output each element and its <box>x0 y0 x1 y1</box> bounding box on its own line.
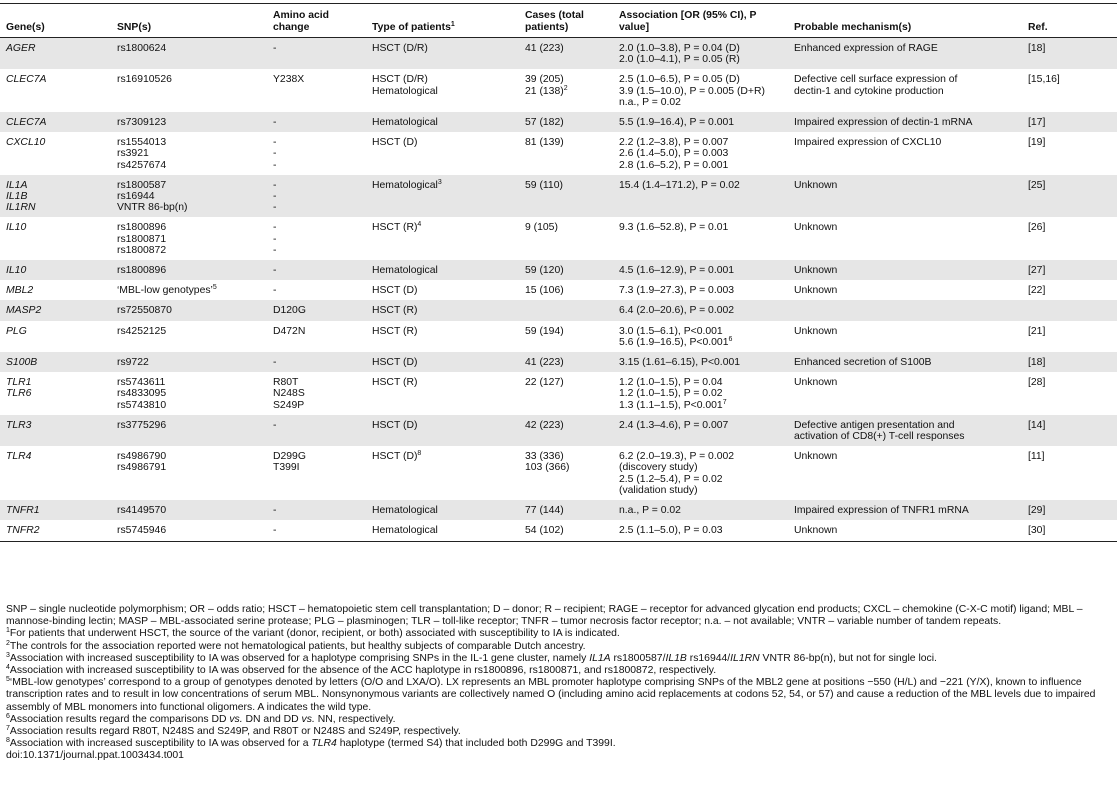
cases-cell: 9 (105) <box>525 222 558 234</box>
table-row <box>0 69 1117 112</box>
reference-cell: [11] <box>1028 451 1045 463</box>
amino-acid-cell: D299G T399I <box>273 451 306 474</box>
mechanism-cell: Defective antigen presentation and activation of CD8(+) T-cell responses <box>788 415 1022 446</box>
amino-acid-cell: - <box>267 415 366 446</box>
abbreviations-note: SNP – single nucleotide polymorphism; OR – odds ratio; HSCT – hematopoietic stem cell transplantation; D – donor; R – recipient; RAGE – receptor for advanced glycation end products; CXCL – chemokine (C-X-C motif) ligand; MBL – mannose-binding lectin; MASP – MBL-associated serine protease; PLG – plasminogen; TLR – toll-like receptor; TNFR – tumor necrosis factor receptor; n.a. – not available; VNTR – variable number of tandem repeats. <box>6 604 1083 628</box>
mechanism-cell: Unknown <box>788 520 1022 541</box>
association-cell: 15.4 (1.4–171.2), P = 0.02 <box>613 175 788 218</box>
reference-cell: [18] <box>1022 38 1117 70</box>
table-row <box>0 415 1117 446</box>
gene-cell: CLEC7A <box>6 74 47 86</box>
association-cell: 2.5 (1.0–6.5), P = 0.05 (D) 3.9 (1.5–10.0), P = 0.005 (D+R) n.a., P = 0.02 <box>619 74 765 108</box>
patient-type-cell: Hematological <box>366 520 519 541</box>
table-row <box>0 260 1117 280</box>
patient-type-cell: HSCT (D) <box>372 285 418 297</box>
cases-cell: 39 (205) 21 $(138)^2$ <box>525 74 568 97</box>
amino-acid-cell: D120G <box>267 300 366 320</box>
table-row <box>0 352 1117 372</box>
snp-cell: rs5743611 rs4833095 rs5743810 <box>117 377 167 411</box>
table-row <box>0 38 1117 70</box>
reference-cell: [30] <box>1022 520 1117 541</box>
gene-cell: IL1A IL1B IL1RN <box>0 175 111 218</box>
mechanism-cell: Unknown <box>794 285 838 297</box>
column-header: SNP(s) <box>111 8 267 38</box>
reference-cell: [21] <box>1028 325 1046 337</box>
reference-cell: [19] <box>1028 137 1046 149</box>
reference-cell: [18] <box>1022 352 1117 372</box>
reference-cell: [29] <box>1022 500 1117 520</box>
mechanism-cell: Unknown <box>788 260 1022 280</box>
snp-cell: rs16910526 <box>117 74 172 86</box>
snp-cell: rs1800587 rs16944 VNTR 86-bp(n) <box>111 175 267 218</box>
association-cell: 6.4 (2.0–20.6), P = 0.002 <box>613 300 788 320</box>
column-header: Ref. <box>1022 8 1117 38</box>
snp-cell: rs1800896 rs1800871 rs1800872 <box>117 222 167 256</box>
cases-cell: 57 (182) <box>519 112 613 132</box>
snp-cell: rs4252125 <box>117 325 167 337</box>
amino-acid-cell: R80T N248S S249P <box>273 377 305 411</box>
reference-cell: [17] <box>1022 112 1117 132</box>
table-row <box>0 321 1117 352</box>
cases-cell: 59 (110) <box>519 175 613 218</box>
patient-type-cell: HSCT $(D)^8$ <box>372 450 422 463</box>
column-header: Cases (total patients) <box>519 8 613 38</box>
reference-cell: [15,16] <box>1028 74 1060 86</box>
gene-cell: CLEC7A <box>0 112 111 132</box>
cases-cell: 54 (102) <box>519 520 613 541</box>
snp-cell: rs1800624 <box>111 38 267 70</box>
table-row <box>0 175 1117 218</box>
amino-acid-cell: Y238X <box>273 74 305 86</box>
mechanism-cell: Unknown <box>794 377 838 389</box>
table-footnotes <box>6 604 1112 763</box>
snp-cell: rs72550870 <box>111 300 267 320</box>
cases-cell: 59 (120) <box>519 260 613 280</box>
patient-type-cell: Hematological <box>366 112 519 132</box>
reference-cell <box>1022 300 1117 320</box>
mechanism-cell: Enhanced secretion of S100B <box>788 352 1022 372</box>
reference-cell: [14] <box>1022 415 1117 446</box>
association-cell: n.a., P = 0.02 <box>613 500 788 520</box>
reference-cell: [22] <box>1028 285 1046 297</box>
gene-cell: TNFR1 <box>0 500 111 520</box>
amino-acid-cell: - <box>267 112 366 132</box>
amino-acid-cell: - <box>267 520 366 541</box>
association-cell: 5.5 (1.9–16.4), P = 0.001 <box>613 112 788 132</box>
patient-type-cell: Hematological <box>366 500 519 520</box>
patient-type-cell: Hematological <box>366 260 519 280</box>
association-table <box>0 8 1117 542</box>
association-cell: 2.4 (1.3–4.6), P = 0.007 <box>613 415 788 446</box>
patient-type-cell: HSCT (R) <box>366 300 519 320</box>
snp-cell: rs4986790 rs4986791 <box>117 451 167 474</box>
column-header: Association [OR (95% CI), P value] <box>613 8 788 38</box>
table-row <box>0 280 1117 300</box>
table-row <box>0 112 1117 132</box>
amino-acid-cell: D472N <box>273 325 306 337</box>
gene-cell: TLR1 TLR6 <box>6 377 32 400</box>
amino-acid-cell: - - - <box>273 222 277 256</box>
association-cell: 7.3 (1.9–27.3), P = 0.003 <box>619 285 735 297</box>
gene-cell: S100B <box>0 352 111 372</box>
gene-cell: AGER <box>0 38 111 70</box>
table-row <box>0 520 1117 541</box>
mechanism-cell: Impaired expression of CXCL10 <box>794 137 942 149</box>
association-cell: 4.5 (1.6–12.9), P = 0.001 <box>613 260 788 280</box>
cases-cell: 81 (139) <box>525 137 564 149</box>
cases-cell: 41 (223) <box>519 352 613 372</box>
patient-type-cell: HSCT (R) <box>372 325 418 337</box>
gene-cell: TLR4 <box>6 451 32 463</box>
cases-cell: 59 (194) <box>525 325 564 337</box>
snp-cell: rs1800896 <box>111 260 267 280</box>
association-cell: 2.2 (1.2–3.8), P = 0.007 2.6 (1.4–5.0), P = 0.003 2.8 (1.6–5.2), P = 0.001 <box>619 137 729 171</box>
footnote-4: $^4$Association with increased susceptibility to IA was observed for the absence of the ACC haplotype in rs1800896, rs1800871, and rs1800872, respectively. <box>6 664 717 677</box>
reference-cell: [25] <box>1022 175 1117 218</box>
patient-type-cell: HSCT (D/R) Hematological <box>372 74 438 97</box>
mechanism-cell <box>788 300 1022 320</box>
footnote-3: $^3$Association with increased susceptibility to IA was observed for a haplotype comprising SNPs in the IL-1 gene cluster, namely IL1A rs1800587/IL1B rs16944/IL1RN VNTR 86-bp(n), but not for single loci. <box>6 651 937 664</box>
association-cell: 3.0 (1.5–6.1), P<0.001 5.6 (1.9–16.5), $P<0.001^6$ <box>619 325 733 348</box>
patient-type-cell: Hematological$^3$ <box>366 175 519 218</box>
snp-cell: rs9722 <box>111 352 267 372</box>
patient-type-cell: HSCT (D) <box>366 352 519 372</box>
association-cell: 6.2 (2.0–19.3), P = 0.002 (discovery study) 2.5 (1.2–5.4), P = 0.02 (validation study) <box>619 451 735 496</box>
reference-cell: [28] <box>1028 377 1046 389</box>
cases-cell: 77 (144) <box>519 500 613 520</box>
snp-cell: rs7309123 <box>111 112 267 132</box>
amino-acid-cell: - - - <box>267 175 366 218</box>
mechanism-cell: Impaired expression of TNFR1 mRNA <box>788 500 1022 520</box>
patient-type-cell: HSCT (D/R) <box>366 38 519 70</box>
patient-type-cell: HSCT $(R)^4$ <box>372 221 422 234</box>
mechanism-cell: Enhanced expression of RAGE <box>788 38 1022 70</box>
association-cell: 2.0 (1.0–3.8), P = 0.04 (D) 2.0 (1.0–4.1), P = 0.05 (R) <box>613 38 788 70</box>
table-row <box>0 372 1117 415</box>
mechanism-cell: Unknown <box>788 175 1022 218</box>
footnote-7: $^7$Association results regard R80T, N248S and S249P, and R80T or N248S and S249P, respectively. <box>6 725 461 738</box>
amino-acid-cell: - <box>267 352 366 372</box>
cases-cell: 41 (223) <box>519 38 613 70</box>
footnote-6: $^6$Association results regard the comparisons DD vs. DN and DD vs. NN, respectively. <box>6 712 396 725</box>
amino-acid-cell: - <box>273 285 277 297</box>
amino-acid-cell: - <box>267 260 366 280</box>
gene-cell: CXCL10 <box>6 137 46 149</box>
mechanism-cell: Impaired expression of dectin-1 mRNA <box>788 112 1022 132</box>
snp-cell: rs4149570 <box>111 500 267 520</box>
amino-acid-cell: - - - <box>273 137 277 171</box>
cases-cell: 33 (336) 103 (366) <box>525 451 570 474</box>
column-header: Probable mechanism(s) <box>788 8 1022 38</box>
table-header-row <box>0 8 1117 38</box>
association-cell: 3.15 (1.61–6.15), P<0.001 <box>613 352 788 372</box>
mechanism-cell: Defective cell surface expression of dectin-1 and cytokine production <box>794 74 958 97</box>
gene-cell: MBL2 <box>6 285 34 297</box>
gene-cell: IL10 <box>0 260 111 280</box>
gene-cell: PLG <box>6 325 27 337</box>
patient-type-cell: HSCT (D) <box>372 137 418 149</box>
doi-line: doi:10.1371/journal.ppat.1003434.t001 <box>6 750 184 762</box>
column-header: Gene(s) <box>0 8 111 38</box>
table-row <box>0 132 1117 175</box>
patient-type-cell: HSCT (R) <box>372 377 418 389</box>
amino-acid-cell: - <box>267 38 366 70</box>
table-row <box>0 300 1117 320</box>
patient-type-cell: HSCT (D) <box>366 415 519 446</box>
reference-cell: [27] <box>1022 260 1117 280</box>
gene-cell: TNFR2 <box>0 520 111 541</box>
association-cell: 9.3 (1.6–52.8), P = 0.01 <box>619 222 729 234</box>
amino-acid-cell: - <box>267 500 366 520</box>
mechanism-cell: Unknown <box>794 451 838 463</box>
table-top-rule <box>0 3 1117 4</box>
column-header: Type of patients$^1$ <box>366 8 519 38</box>
table-row <box>0 446 1117 500</box>
cases-cell: 42 (223) <box>519 415 613 446</box>
column-header: Amino acid change <box>267 8 366 38</box>
gene-cell: IL10 <box>6 222 27 234</box>
reference-cell: [26] <box>1028 222 1046 234</box>
mechanism-cell: Unknown <box>794 222 838 234</box>
table-row <box>0 217 1117 260</box>
snp-cell: rs5745946 <box>111 520 267 541</box>
gene-cell: TLR3 <box>0 415 111 446</box>
association-cell: 1.2 (1.0–1.5), P = 0.04 1.2 (1.0–1.5), P = 0.02 1.3 (1.1–1.5), $P<0.001^7$ <box>619 377 727 411</box>
association-cell: 2.5 (1.1–5.0), P = 0.03 <box>613 520 788 541</box>
cases-cell: 15 (106) <box>525 285 564 297</box>
footnote-2: $^2$The controls for the association reported were not hematological patients, but healthy subjects of comparable Dutch ancestry. <box>6 639 586 652</box>
table-row <box>0 500 1117 520</box>
cases-cell: 22 (127) <box>525 377 564 389</box>
footnote-8: $^8$Association with increased susceptibility to IA was observed for a TLR4 haplotype (termed S4) that included both D299G and T399I. <box>6 737 616 750</box>
snp-cell: rs3775296 <box>111 415 267 446</box>
snp-cell: rs1554013 rs3921 rs4257674 <box>117 137 167 171</box>
snp-cell: ‘MBL-low genotypes’$^5$ <box>117 284 217 297</box>
footnote-5: $^5$‘MBL-low genotypes’ correspond to a group of genotypes denoted by letters (O/O and LXA/O). LX represents an MBL promoter haplotype comprising SNPs of the MBL2 gene at positions −550 (H/L) and −221 (Y/X), known to influence transcription rates and to result in low concentrations of serum MBL. Nonsynonymous variants are collectively named O (including amino acid replacements at codons 52, 54, or 57) and cause a reduction of the MBL levels due to impaired assembly of MBL monomers into functional oligomers. A indicates the wild type. <box>6 676 1096 713</box>
cases-cell <box>519 300 613 320</box>
table-body <box>0 38 1117 542</box>
gene-cell: MASP2 <box>0 300 111 320</box>
mechanism-cell: Unknown <box>794 325 838 337</box>
footnote-1: $^1$For patients that underwent HSCT, the source of the variant (donor, recipient, or both) associated with susceptibility to IA is indicated. <box>6 627 620 640</box>
